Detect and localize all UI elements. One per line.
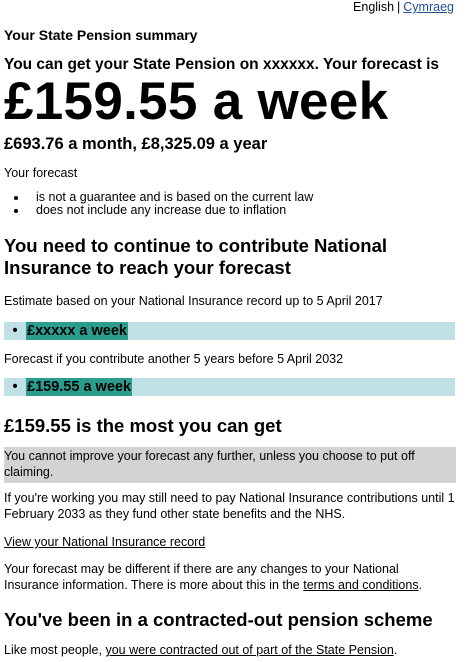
working-text: If you're working you may still need to pay National Insurance contributions until 1 February 2033 as they fund other state benefits and the NHS. bbox=[4, 491, 455, 521]
language-switcher bbox=[353, 0, 454, 15]
may-differ-body: Your forecast may be different if there are any changes to your National Insurance information. There is more about this in the bbox=[4, 562, 399, 592]
main-content bbox=[4, 25, 456, 658]
contracted-suffix: . bbox=[393, 643, 398, 657]
terms-suffix: . bbox=[418, 578, 423, 592]
estimate-text: Estimate based on your National Insurance record up to 5 April 2017 bbox=[4, 294, 383, 308]
forecast-label: Your forecast bbox=[4, 166, 78, 180]
may-differ-text bbox=[4, 561, 456, 593]
language-welsh-link[interactable]: Cymraeg bbox=[403, 0, 454, 14]
page-title: Your State Pension summary bbox=[4, 27, 198, 43]
list-item: • is not a guarantee and is based on the current law bbox=[28, 191, 456, 204]
list-item: • does not include any increase due to inflation bbox=[28, 204, 456, 217]
bullet-icon: • bbox=[12, 323, 18, 339]
view-ni-record-link[interactable]: View your National Insurance record bbox=[4, 535, 206, 549]
estimate-list bbox=[4, 322, 456, 340]
terms-link[interactable]: terms and conditions bbox=[303, 578, 419, 592]
forecast-if-value: £159.55 a week bbox=[27, 379, 132, 395]
monthly-yearly-amount: £693.76 a month, £8,325.09 a year bbox=[4, 135, 268, 153]
forecast-if-list bbox=[4, 378, 456, 396]
ni-heading: You need to continue to contribute National Insurance to reach your forecast bbox=[4, 235, 388, 278]
bullet-icon: • bbox=[12, 379, 18, 395]
forecast-intro: You can get your State Pension on xxxxxx. Your forecast is bbox=[4, 56, 439, 73]
language-separator: | bbox=[397, 0, 401, 14]
contracted-out-link[interactable]: you were contracted out of part of the State Pension bbox=[105, 643, 394, 657]
contracted-prefix: Like most people, bbox=[4, 643, 106, 657]
cannot-improve-notice: You cannot improve your forecast any further, unless you choose to put off claiming. bbox=[4, 447, 456, 483]
estimate-value: £xxxxx a week bbox=[27, 323, 127, 339]
forecast-if-text: Forecast if you contribute another 5 years before 5 April 2032 bbox=[4, 352, 344, 366]
contracted-text bbox=[4, 642, 456, 658]
weekly-amount: £159.55 a week bbox=[4, 72, 389, 131]
estimate-highlight bbox=[4, 322, 455, 340]
language-english: English bbox=[353, 0, 395, 14]
forecast-notes-list bbox=[4, 191, 456, 217]
forecast-if-highlight bbox=[4, 378, 455, 396]
contracted-heading: You've been in a contracted-out pension scheme bbox=[4, 609, 433, 630]
max-heading: £159.55 is the most you can get bbox=[4, 415, 282, 436]
